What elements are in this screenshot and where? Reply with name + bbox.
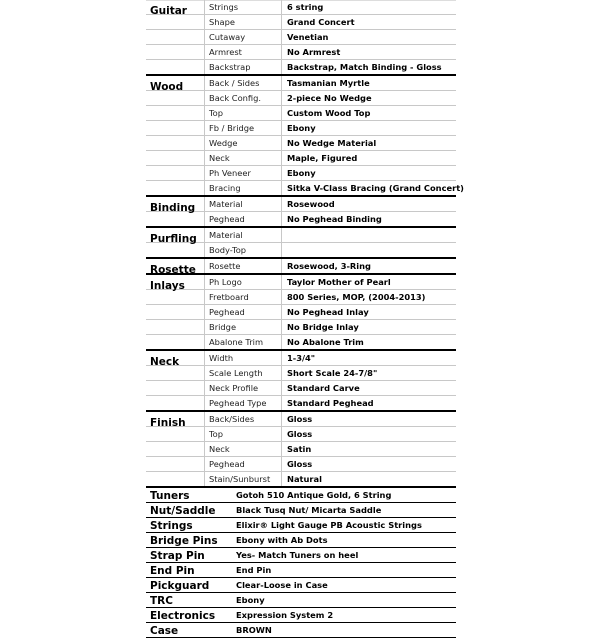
attribute-value: Gloss [287,414,313,424]
spec-row [146,472,456,486]
extra-category-label: Strings [150,520,193,532]
category-label: Binding [150,202,196,214]
spec-row [146,442,456,457]
spec-row [146,366,456,381]
attribute-label: Ph Logo [209,277,242,287]
spec-sheet [146,0,464,638]
category-label: Rosette [150,264,196,276]
column-divider [204,275,205,349]
spec-group-guitar [146,0,456,76]
extra-value: Elixir® Light Gauge PB Acoustic Strings [236,520,422,530]
attribute-label: Back Config. [209,93,262,103]
attribute-label: Shape [209,17,235,27]
category-label: Guitar [150,5,187,17]
attribute-value: Standard Carve [287,383,360,393]
extra-row [146,488,456,503]
attribute-label: Peghead Type [209,398,267,408]
spec-row [146,243,456,257]
spec-row [146,305,456,320]
extra-value: Expression System 2 [236,610,334,620]
attribute-value: Rosewood, 3-Ring [287,261,371,271]
attribute-label: Neck Profile [209,383,259,393]
spec-group-rosette [146,259,456,275]
attribute-value: Grand Concert [287,17,355,27]
spec-group-neck [146,351,456,412]
spec-row [146,121,456,136]
spec-row [146,259,456,276]
attribute-value: No Abalone Trim [287,337,364,347]
attribute-value: Gloss [287,429,313,439]
spec-row [146,412,456,427]
attribute-value: Taylor Mother of Pearl [287,277,391,287]
extra-value: End Pin [236,565,272,575]
category-label: Inlays [150,280,185,292]
column-divider [204,259,205,273]
extra-category-label: Electronics [150,610,216,622]
extra-value: Yes- Match Tuners on heel [236,550,359,560]
attribute-value: 2-piece No Wedge [287,93,372,103]
attribute-value: No Bridge Inlay [287,322,359,332]
spec-group-purfling [146,228,456,259]
attribute-value: No Armrest [287,47,341,57]
attribute-label: Wedge [209,138,238,148]
attribute-label: Material [209,230,243,240]
attribute-label: Peghead [209,214,245,224]
category-label: Neck [150,356,180,368]
spec-row [146,106,456,121]
attribute-value: 800 Series, MOP, (2004-2013) [287,292,426,302]
extra-row [146,533,456,548]
attribute-label: Stain/Sunburst [209,474,271,484]
attribute-value: 6 string [287,2,324,12]
extra-category-label: Pickguard [150,580,210,592]
extra-row [146,593,456,608]
column-divider [204,0,205,74]
extra-value: Ebony [236,595,265,605]
attribute-label: Peghead [209,307,245,317]
attribute-label: Bracing [209,183,241,193]
column-divider [281,76,282,195]
column-divider [281,259,282,273]
attribute-value: Ebony [287,123,316,133]
spec-group-binding [146,197,456,228]
attribute-label: Peghead [209,459,245,469]
extra-row [146,623,456,638]
spec-row [146,166,456,181]
extra-category-label: Bridge Pins [150,535,218,547]
spec-row [146,60,456,74]
spec-row [146,351,456,366]
spec-row [146,275,456,290]
attribute-value: Standard Peghead [287,398,374,408]
spec-row [146,427,456,442]
spec-row [146,136,456,151]
extra-category-label: Tuners [150,490,190,502]
column-divider [204,197,205,226]
extra-value: Black Tusq Nut/ Micarta Saddle [236,505,382,515]
attribute-label: Neck [209,444,230,454]
spec-row [146,320,456,335]
extra-value: Ebony with Ab Dots [236,535,328,545]
attribute-value: Satin [287,444,312,454]
attribute-label: Back/Sides [209,414,255,424]
extra-row [146,578,456,593]
spec-row [146,381,456,396]
attribute-label: Top [209,429,224,439]
attribute-label: Back / Sides [209,78,260,88]
spec-row [146,151,456,166]
spec-row [146,290,456,305]
spec-extras [146,488,456,638]
column-divider [204,228,205,257]
attribute-label: Cutaway [209,32,246,42]
extra-value: Gotoh 510 Antique Gold, 6 String [236,490,392,500]
column-divider [281,228,282,257]
attribute-label: Width [209,353,234,363]
extra-row [146,563,456,578]
extra-value: BROWN [236,625,272,635]
attribute-label: Fretboard [209,292,249,302]
attribute-value: No Wedge Material [287,138,377,148]
extra-category-label: Strap Pin [150,550,205,562]
category-label: Purfling [150,233,197,245]
attribute-label: Strings [209,2,239,12]
attribute-value: No Peghead Inlay [287,307,369,317]
extra-row [146,503,456,518]
attribute-value: Maple, Figured [287,153,358,163]
attribute-label: Scale Length [209,368,263,378]
attribute-label: Top [209,108,224,118]
attribute-value: Natural [287,474,322,484]
attribute-value: Tasmanian Myrtle [287,78,370,88]
attribute-label: Fb / Bridge [209,123,255,133]
attribute-value: Backstrap, Match Binding - Gloss [287,62,442,72]
attribute-label: Body-Top [209,245,247,255]
spec-row [146,396,456,410]
extra-category-label: End Pin [150,565,195,577]
column-divider [204,351,205,410]
spec-row [146,76,456,91]
attribute-label: Rosette [209,261,241,271]
extra-value: Clear-Loose in Case [236,580,328,590]
attribute-value: 1-3/4" [287,353,316,363]
attribute-value: Sitka V-Class Bracing (Grand Concert) [287,183,464,193]
extra-category-label: TRC [150,595,173,607]
attribute-label: Abalone Trim [209,337,264,347]
column-divider [281,412,282,486]
spec-row [146,45,456,60]
attribute-label: Ph Veneer [209,168,251,178]
category-label: Wood [150,81,184,93]
spec-row [146,197,456,212]
spec-row [146,457,456,472]
extra-category-label: Case [150,625,179,637]
extra-row [146,608,456,623]
category-label: Finish [150,417,186,429]
extra-category-label: Nut/Saddle [150,505,216,517]
column-divider [281,0,282,74]
attribute-label: Backstrap [209,62,251,72]
attribute-value: Short Scale 24-7/8" [287,368,378,378]
spec-row [146,228,456,243]
extra-row [146,548,456,563]
spec-groups [146,0,464,488]
spec-group-finish [146,412,456,488]
attribute-value: No Peghead Binding [287,214,382,224]
spec-row [146,0,456,15]
column-divider [281,275,282,349]
extra-row [146,518,456,533]
column-divider [204,412,205,486]
attribute-value: Ebony [287,168,316,178]
column-divider [204,76,205,195]
attribute-label: Armrest [209,47,242,57]
spec-group-wood [146,76,464,197]
attribute-value: Rosewood [287,199,335,209]
column-divider [281,197,282,226]
spec-row [146,91,456,106]
attribute-label: Neck [209,153,230,163]
attribute-value: Gloss [287,459,313,469]
spec-row [146,212,456,226]
spec-group-inlays [146,275,456,351]
attribute-value: Custom Wood Top [287,108,371,118]
spec-row [146,15,456,30]
attribute-label: Material [209,199,243,209]
spec-row [146,335,456,349]
spec-row [146,181,464,195]
attribute-label: Bridge [209,322,237,332]
column-divider [281,351,282,410]
spec-row [146,30,456,45]
attribute-value: Venetian [287,32,329,42]
